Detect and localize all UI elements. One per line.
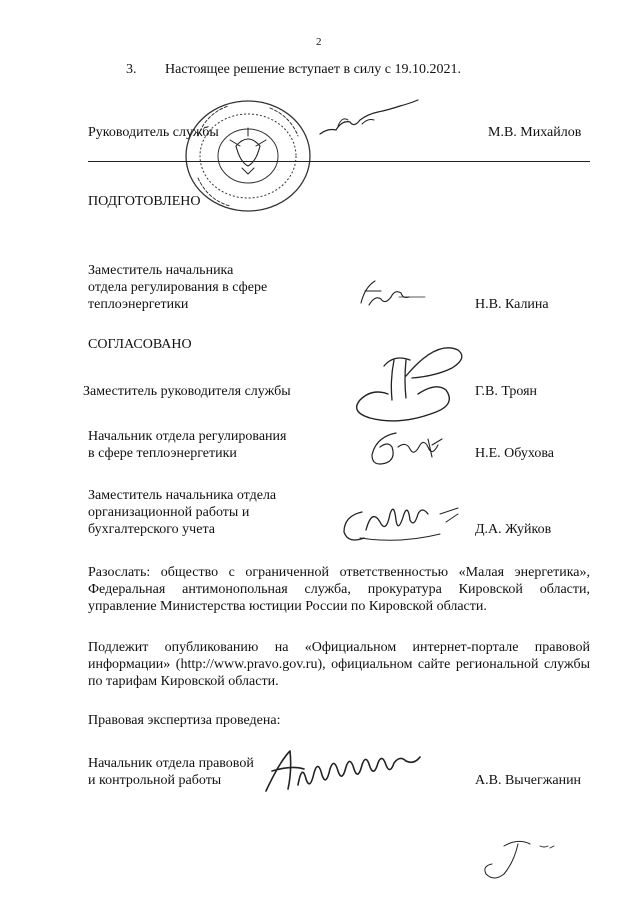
signer-2-position-line-2: в сфере теплоэнергетики — [88, 446, 237, 461]
corner-initials-mark — [480, 830, 560, 890]
prepared-signature — [355, 275, 430, 315]
divider-line — [88, 161, 590, 162]
signer-3-position-line-1: Заместитель начальника отдела — [88, 488, 277, 503]
legal-position-line-1: Начальник отдела правовой — [88, 756, 254, 771]
signer-2-signature — [368, 425, 458, 470]
item-text: Настоящее решение вступает в силу с 19.10.2021. — [165, 62, 461, 77]
signer-3-position-line-3: бухгалтерского учета — [88, 522, 215, 537]
prepared-name: Н.В. Калина — [475, 297, 549, 312]
page-number: 2 — [316, 36, 322, 48]
signer-2-position-line-1: Начальник отдела регулирования — [88, 429, 287, 444]
legal-signature — [262, 745, 462, 795]
legal-position-line-2: и контрольной работы — [88, 773, 222, 788]
head-signature — [318, 104, 428, 144]
head-name: М.В. Михайлов — [488, 125, 582, 140]
signer-3-name: Д.А. Жуйков — [475, 522, 552, 537]
distribution-paragraph: Разослать: общество с ограниченной ответственностью «Малая энергетика», Федеральная антимонопольная служба, прокуратура Кировской области, управление Министерства юстиции России по Кировской области. — [88, 565, 590, 614]
signer-2-name: Н.Е. Обухова — [475, 446, 554, 461]
signer-1-name: Г.В. Троян — [475, 384, 538, 399]
head-position: Руководитель службы — [88, 125, 219, 140]
signer-3-position-line-2: организационной работы и — [88, 505, 250, 520]
agreed-heading: СОГЛАСОВАНО — [88, 337, 192, 352]
prepared-position-line-2: отдела регулирования в сфере — [88, 280, 268, 295]
item-number: 3. — [126, 62, 137, 77]
legal-review-text: Правовая экспертиза проведена: — [88, 713, 281, 728]
prepared-heading: ПОДГОТОВЛЕНО — [88, 194, 201, 209]
prepared-position-line-3: теплоэнергетики — [88, 297, 189, 312]
signer-1-position: Заместитель руководителя службы — [83, 384, 291, 399]
publication-paragraph: Подлежит опубликованию на «Официальном интернет-портале правовой информации» (http://www.pravo.gov.ru), официальном сайте региональной службы по тарифам Кировской области. — [88, 640, 590, 689]
signer-1-signature — [348, 346, 468, 426]
legal-name: А.В. Вычегжанин — [475, 773, 582, 788]
signer-3-signature — [340, 500, 465, 550]
prepared-position-line-1: Заместитель начальника — [88, 263, 234, 278]
